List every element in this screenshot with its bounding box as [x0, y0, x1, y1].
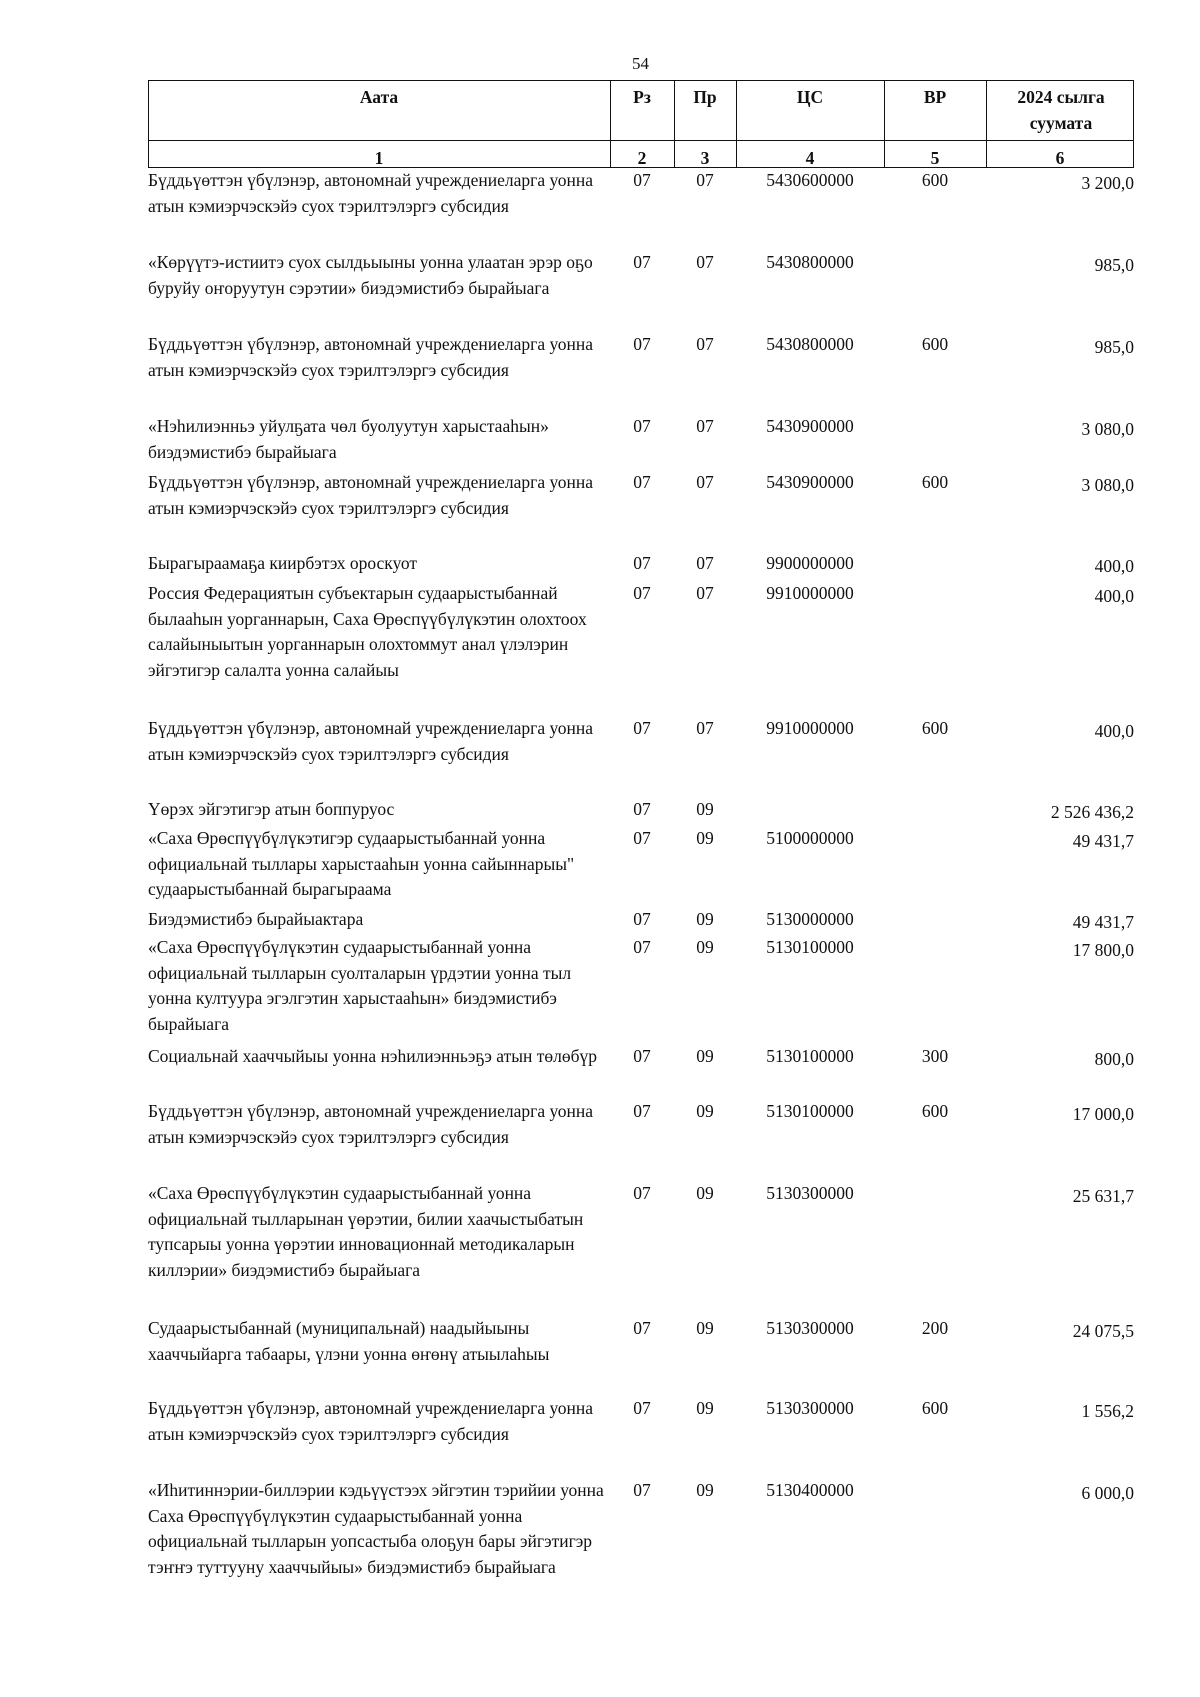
table-row	[148, 826, 1134, 907]
row-sum: 49 431,7	[1072, 912, 1134, 932]
table-row	[148, 935, 1134, 1044]
row-cs: 5430900000	[766, 416, 854, 436]
row-name: «Көрүүтэ-истиитэ суох сылдьыыны уонна улаатан эрэр оҕо буруйу оҥоруутун сэрэтии» биэдэмистибэ бырайыага	[148, 252, 593, 298]
row-name: Социальнай хааччыйыы уонна нэһилиэнньэҕэ атын төлөбүр	[148, 1046, 598, 1066]
table-row	[148, 551, 1134, 581]
header-rz: Рз	[633, 87, 651, 107]
row-vr: 200	[921, 1318, 949, 1338]
table-row	[148, 1181, 1134, 1316]
row-sum: 17 000,0	[1072, 1104, 1134, 1124]
row-sum: 400,0	[1094, 556, 1134, 576]
row-pr: 07	[696, 170, 714, 190]
column-number: 2	[637, 148, 647, 168]
table-row	[148, 797, 1134, 826]
row-rz: 07	[633, 553, 651, 573]
row-pr: 07	[696, 416, 714, 436]
row-pr: 09	[696, 1183, 714, 1203]
row-rz: 07	[633, 252, 651, 272]
header-vr: ВР	[923, 87, 947, 107]
header-pr: Пр	[693, 87, 717, 107]
row-rz: 07	[633, 1398, 651, 1418]
row-name: Бүддьүөттэн үбүлэнэр, автономнай учреждениеларга уонна атын кэмиэрчэскэйэ суох тэрилтэлэргэ субсидия	[148, 718, 594, 764]
row-rz: 07	[633, 1101, 651, 1121]
row-rz: 07	[633, 937, 651, 957]
table-body	[148, 168, 1134, 1613]
table-row	[148, 1316, 1134, 1396]
page-number: 54	[632, 54, 649, 73]
row-cs: 5130400000	[766, 1480, 854, 1500]
row-pr: 07	[696, 252, 714, 272]
row-cs: 5430600000	[766, 170, 854, 190]
row-rz: 07	[633, 1183, 651, 1203]
row-cs: 5130100000	[766, 1101, 854, 1121]
row-sum: 24 075,5	[1072, 1321, 1134, 1341]
row-name: Бүддьүөттэн үбүлэнэр, автономнай учреждениеларга уонна атын кэмиэрчэскэйэ суох тэрилтэлэргэ субсидия	[148, 170, 594, 216]
row-pr: 09	[696, 1046, 714, 1066]
row-vr: 600	[921, 170, 949, 190]
row-sum: 6 000,0	[1081, 1483, 1134, 1503]
table-row	[148, 414, 1134, 470]
row-sum: 3 080,0	[1081, 419, 1134, 439]
row-vr: 600	[921, 472, 949, 492]
header-sum: 2024 сылга суумата	[1017, 87, 1105, 133]
row-name: «Саха Өрөспүүбүлүкэтигэр судаарыстыбаннай уонна официальнай тыллары харыстааһын уонна сайыннарыы" судаарыстыбаннай бырагыраама	[148, 828, 575, 899]
row-sum: 49 431,7	[1072, 831, 1134, 851]
row-rz: 07	[633, 170, 651, 190]
row-sum: 17 800,0	[1072, 940, 1134, 960]
row-name: Бүддьүөттэн үбүлэнэр, автономнай учреждениеларга уонна атын кэмиэрчэскэйэ суох тэрилтэлэргэ субсидия	[148, 1398, 594, 1444]
row-cs: 5130300000	[766, 1183, 854, 1203]
row-sum: 400,0	[1094, 586, 1134, 606]
row-name: «Саха Өрөспүүбүлүкэтин судаарыстыбаннай уонна официальнай тылларынан үөрэтии, билии хаачыстыбатын тупсарыы уонна үөрэтии инновационнай методикаларын киллэрии» биэдэмистибэ бырайыага	[148, 1183, 584, 1280]
row-pr: 09	[696, 1398, 714, 1418]
row-sum: 3 080,0	[1081, 475, 1134, 495]
row-cs: 5130300000	[766, 1318, 854, 1338]
row-cs: 9900000000	[766, 553, 854, 573]
header-rule	[148, 140, 1134, 141]
row-sum: 3 200,0	[1081, 173, 1134, 193]
row-name: Бырагыраамаҕа киирбэтэх ороскуот	[148, 553, 418, 573]
table-row	[148, 250, 1134, 332]
row-pr: 09	[696, 1318, 714, 1338]
table-row	[148, 1099, 1134, 1181]
table-row	[148, 1478, 1134, 1613]
row-rz: 07	[633, 828, 651, 848]
column-number: 3	[700, 148, 710, 168]
column-number: 6	[1055, 148, 1065, 168]
column-number: 5	[930, 148, 940, 168]
row-name: Бүддьүөттэн үбүлэнэр, автономнай учреждениеларга уонна атын кэмиэрчэскэйэ суох тэрилтэлэргэ субсидия	[148, 1101, 594, 1147]
table-row	[148, 907, 1134, 935]
row-pr: 09	[696, 937, 714, 957]
row-cs: 5130100000	[766, 937, 854, 957]
row-rz: 07	[633, 1318, 651, 1338]
table-row	[148, 1044, 1134, 1099]
row-pr: 09	[696, 1101, 714, 1121]
row-name: «Саха Өрөспүүбүлүкэтин судаарыстыбаннай уонна официальнай тылларын суолталарын үрдэтии уонна тыл уонна култуура эгэлгэтин харыстааһын» биэдэмистибэ бырайыага	[148, 937, 572, 1034]
table-row	[148, 1396, 1134, 1478]
table-row	[148, 716, 1134, 797]
row-name: «Нэһилиэнньэ уйулҕата чөл буолуутун харыстааһын» биэдэмистибэ бырайыага	[148, 416, 549, 462]
row-vr: 600	[921, 334, 949, 354]
row-rz: 07	[633, 799, 651, 819]
row-name: «Иһитиннэрии-биллэрии кэдьүүстээх эйгэтин тэрийии уонна Саха Өрөспүүбүлүкэтин судаарыстыбаннай уонна официальнай тылларын уопсастыба олоҕун бары эйгэтигэр тэҥҥэ туттууну хааччыйыы» биэдэмистибэ бырайыага	[148, 1480, 604, 1577]
row-rz: 07	[633, 334, 651, 354]
row-sum: 800,0	[1094, 1049, 1134, 1069]
row-sum: 985,0	[1094, 337, 1134, 357]
row-name: Үөрэх эйгэтигэр атын боппуруос	[148, 799, 395, 819]
table-row	[148, 581, 1134, 716]
row-pr: 09	[696, 799, 714, 819]
row-cs: 5430900000	[766, 472, 854, 492]
row-pr: 07	[696, 583, 714, 603]
row-cs: 5130100000	[766, 1046, 854, 1066]
row-cs: 5130300000	[766, 1398, 854, 1418]
budget-table	[148, 80, 1134, 1613]
column-number: 1	[374, 148, 384, 168]
row-vr: 300	[921, 1046, 949, 1066]
row-pr: 07	[696, 553, 714, 573]
table-header	[148, 80, 1134, 168]
header-name: Аата	[359, 87, 399, 107]
row-sum: 985,0	[1094, 255, 1134, 275]
row-cs: 9910000000	[766, 583, 854, 603]
row-rz: 07	[633, 1480, 651, 1500]
row-pr: 09	[696, 909, 714, 929]
row-pr: 07	[696, 718, 714, 738]
row-sum: 1 556,2	[1081, 1401, 1134, 1421]
row-cs: 5430800000	[766, 334, 854, 354]
table-row	[148, 470, 1134, 551]
row-vr: 600	[921, 718, 949, 738]
row-sum: 25 631,7	[1072, 1186, 1134, 1206]
row-name: Россия Федерациятын субъектарын судаарыстыбаннай былааһын уорганнарын, Саха Өрөспүүбүлүкэтин олохтоох салайыныытын уорганнарын олохтоммут анал үлэлэрин эйгэтигэр салалта уонна салайыы	[148, 583, 587, 680]
row-pr: 09	[696, 828, 714, 848]
row-cs: 9910000000	[766, 718, 854, 738]
row-pr: 07	[696, 472, 714, 492]
row-pr: 09	[696, 1480, 714, 1500]
row-cs: 5130000000	[766, 909, 854, 929]
table-row	[148, 332, 1134, 414]
row-name: Биэдэмистибэ бырайыактара	[148, 909, 364, 929]
row-name: Бүддьүөттэн үбүлэнэр, автономнай учреждениеларга уонна атын кэмиэрчэскэйэ суох тэрилтэлэргэ субсидия	[148, 334, 594, 380]
row-sum: 400,0	[1094, 721, 1134, 741]
row-rz: 07	[633, 416, 651, 436]
row-pr: 07	[696, 334, 714, 354]
row-rz: 07	[633, 472, 651, 492]
row-rz: 07	[633, 1046, 651, 1066]
row-vr: 600	[921, 1101, 949, 1121]
row-sum: 2 526 436,2	[1050, 802, 1134, 822]
column-number: 4	[805, 148, 815, 168]
row-vr: 600	[921, 1398, 949, 1418]
row-rz: 07	[633, 909, 651, 929]
row-cs: 5430800000	[766, 252, 854, 272]
row-cs: 5100000000	[766, 828, 854, 848]
row-name: Бүддьүөттэн үбүлэнэр, автономнай учреждениеларга уонна атын кэмиэрчэскэйэ суох тэрилтэлэргэ субсидия	[148, 472, 594, 518]
row-name: Судаарыстыбаннай (муниципальнай) наадыйыыны хааччыйарга табаары, үлэни уонна өҥөнү атыылаһыы	[148, 1318, 550, 1364]
row-rz: 07	[633, 718, 651, 738]
row-rz: 07	[633, 583, 651, 603]
header-cs: ЦС	[796, 87, 824, 107]
table-row	[148, 168, 1134, 250]
